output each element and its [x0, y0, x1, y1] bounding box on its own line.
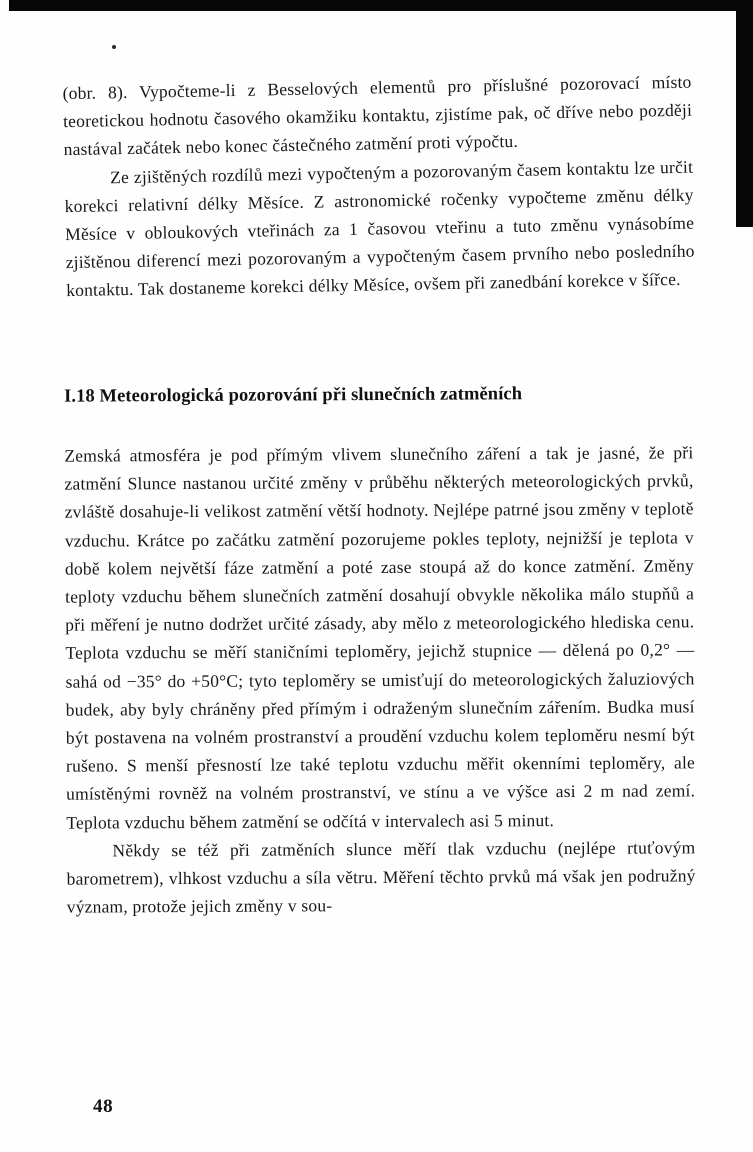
paragraph-group-bottom — [64, 380, 696, 921]
scan-artifact-top-edge — [9, 0, 753, 11]
section-heading: I.18 Meteorologická pozorování při slunečních zatměních — [64, 383, 523, 407]
paragraph-group-top — [62, 68, 695, 305]
scan-speck — [112, 45, 116, 49]
paragraph-meteorology: Zemská atmosféra je pod přímým vlivem slunečního záření a tak je jasné, že při zatmění Slunce nastanou určité změny v průběhu některých meteorologických prvků, zvláště dosahuje-li velikost zatmění větší hodnoty. Nejlépe patrné jsou změny v teplotě vzduchu. Krátce po začátku zatmění pozorujeme pokles teploty, nejnižší je teplota v době kolem největší fáze zatmění a poté zase stoupá až do konce zatmění. Změny teploty vzduchu během slunečních zatmění dosahují obvykle několika málo stupňů a při měření je nutno dodržet určité zásady, aby mělo z meteorologického hlediska cenu. Teplota vzduchu se měří staničními teploměry, jejichž stupnice — dělená po 0,2° — sahá od −35° do +50°C; tyto teploměry se umisťují do meteorologických žaluziových budek, aby byly chráněny před přímým i odraženým slunečním zářením. Budka musí být postavena na volném prostranství a proudění vzduchu kolem teploměru nesmí být rušeno. S menší přesností lze také teplotu vzduchu měřit okenními teploměry, ale umístěnými rovněž na volném prostranství, ve stínu a ve výšce asi 2 m nad zemí. Teplota vzduchu během zatmění se odčítá v intervalech asi 5 minut. — [64, 441, 696, 832]
paragraph-intro-continuation: (obr. 8). Vypočteme-li z Besselových elementů pro příslušné pozorovací místo teoretickou hodnotu časového okamžiku kontaktu, zjistíme pak, oč dříve nebo později nastával začátek nebo konec částečného zatmění proti výpočtu. — [62, 71, 693, 160]
page-number: 48 — [93, 1096, 114, 1117]
paragraph-correction: Ze zjištěných rozdílů mezi vypočteným a pozorovaným časem kontaktu lze určit korekci relativní délky Měsíce. Z astronomické ročenky vypočteme změnu délky Měsíce v obloukových vteřinách za 1 časovou vteřinu a tuto změnu vynásobíme zjištěnou diferencí mezi pozorovaným a vypočteným časem prvního nebo posledního kontaktu. Tak dostaneme korekci délky Měsíce, ovšem při zanedbání korekce v šířce. — [64, 156, 695, 301]
scan-artifact-right-edge — [736, 0, 753, 227]
text-column — [62, 71, 696, 919]
paragraph-pressure: Někdy se též při zatměních slunce měří tlak vzduchu (nejlépe rtuťovým barometrem), vlhkost vzduchu a síla větru. Měření těchto prvků má však jen podružný význam, protože jejich změny v sou- — [66, 836, 696, 917]
